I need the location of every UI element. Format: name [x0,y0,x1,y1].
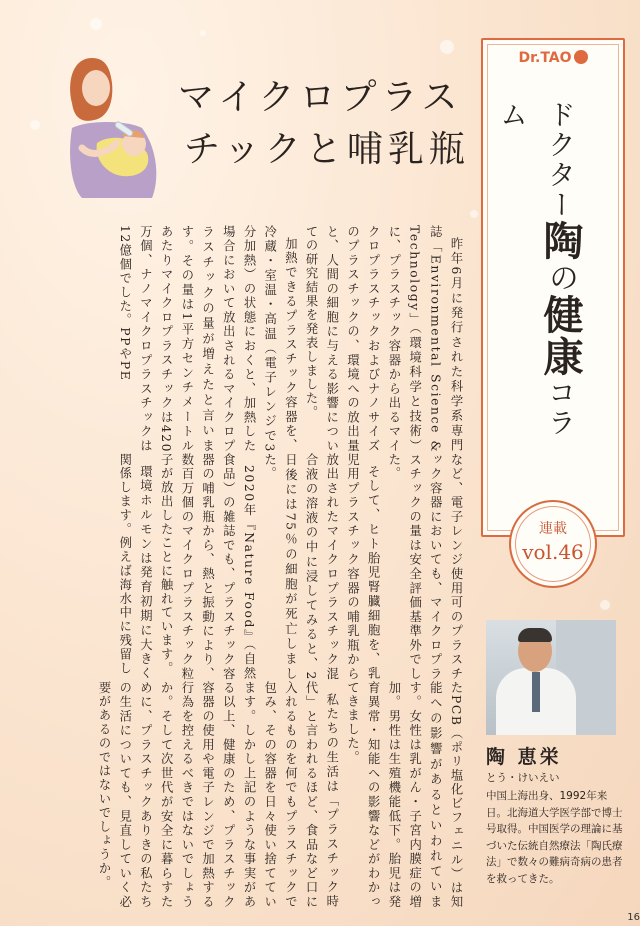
article-column-bottom [48,681,466,909]
article-column-middle [48,453,466,681]
paragraph: 環境ホルモンは発育初期に大きく関係します。例えば海水中に残留し [117,453,153,681]
paragraph: 私たちの生活は「プラスチック時代」と言われるほど、食品など口に入れるものを何でもプラスチックで包み、その容器を日々使い捨てています。しかし上記のような事実がある以上、健康のため、プラスチック容器の使用や電子レンジで加熱する行為を控えるべきではないでしょうか。そして次世代が安全に暮らすために、プラスチックありきの私たちの生活についても、見直していく必要があるのではないでしょうか。 [97,681,339,909]
column-title-part: 陶 [537,220,583,262]
paragraph: 2020年『Nature Food』（自然食品）の雑誌でも、プラスチック容器の哺乳瓶から、熱と振動により、数百万個のマイクロプラスチック粒子が放出したことに触れています。 [159,453,256,681]
column-title [496,100,589,460]
author-name: 陶 恵栄 [486,746,562,768]
column-header-panel [481,38,625,537]
volume-number: vol.46 [522,540,584,564]
brand-text: Dr.TAO [518,50,572,66]
column-title-part: 健康 [537,294,583,378]
mother-baby-illustration [52,48,170,198]
column-title-part: の [543,262,578,294]
column-title-part: コラム [496,100,577,438]
series-label: 連載 [539,521,567,537]
column-title-part: ドクター [544,100,577,220]
paragraph: 昨年6月に発行された科学系専門誌「Environmental Science & Technology」（環境科学と技術）に、プラスチック容器から出るマイクロプラスチックおよびナノサイズのプラスチックの、環境への放出量と、人間の細胞に与える影響についての研究結果を発表しました。 [304,225,463,453]
author-kana: とう・けいえい [486,772,560,784]
paragraph: たPCB（ポリ塩化ビフェニル）は知能への影響があるといわれています。女性は乳がん・子宮内膜症の増加。男性は生殖機能低下。胎児は発育異常・知能への影響などがわかってきました。 [345,681,463,909]
paragraph: など、電子レンジ使用可のプラスチック容器においても、マイクロプラスチックの量は安全評価基準外でした。 [386,453,463,681]
author-bio: 中国上海出身、1992年来日。北海道大学医学部で博士号取得。中国医学の理論に基づいた伝統自然療法「陶氏療法」で数々の難病奇病の患者を救ってきた。 [486,790,623,885]
brand-logo [483,50,623,66]
paragraph: そして、ヒト胎児腎臓細胞を、乳児用プラスチック容器の哺乳瓶から放出されたマイクロプラスチック混合液の溶液の中に浸してみると、2日後には75％の細胞が死亡しました。 [262,453,381,681]
article-title [178,72,478,176]
page-number: 16 [627,912,640,923]
title-line-2: チックと哺乳瓶 [184,129,470,170]
series-badge [509,500,597,588]
author-photo [486,620,616,735]
article-column-top [48,225,466,453]
title-line-1: マイクロプラス [178,77,463,118]
yin-yang-icon [574,50,588,64]
article-body [48,225,466,909]
paragraph: 加熱できるプラスチック容器を、冷蔵・室温・高温（電子レンジで3分加熱）の状態におくと、加熱した場合において放出されるマイクロプラスチックの量が増えたと言います。その量は1平方センチメートルあたりマイクロプラスチックは420万個、ナノマイクロプラスチックは12億個でした。PPやPE [117,225,298,453]
